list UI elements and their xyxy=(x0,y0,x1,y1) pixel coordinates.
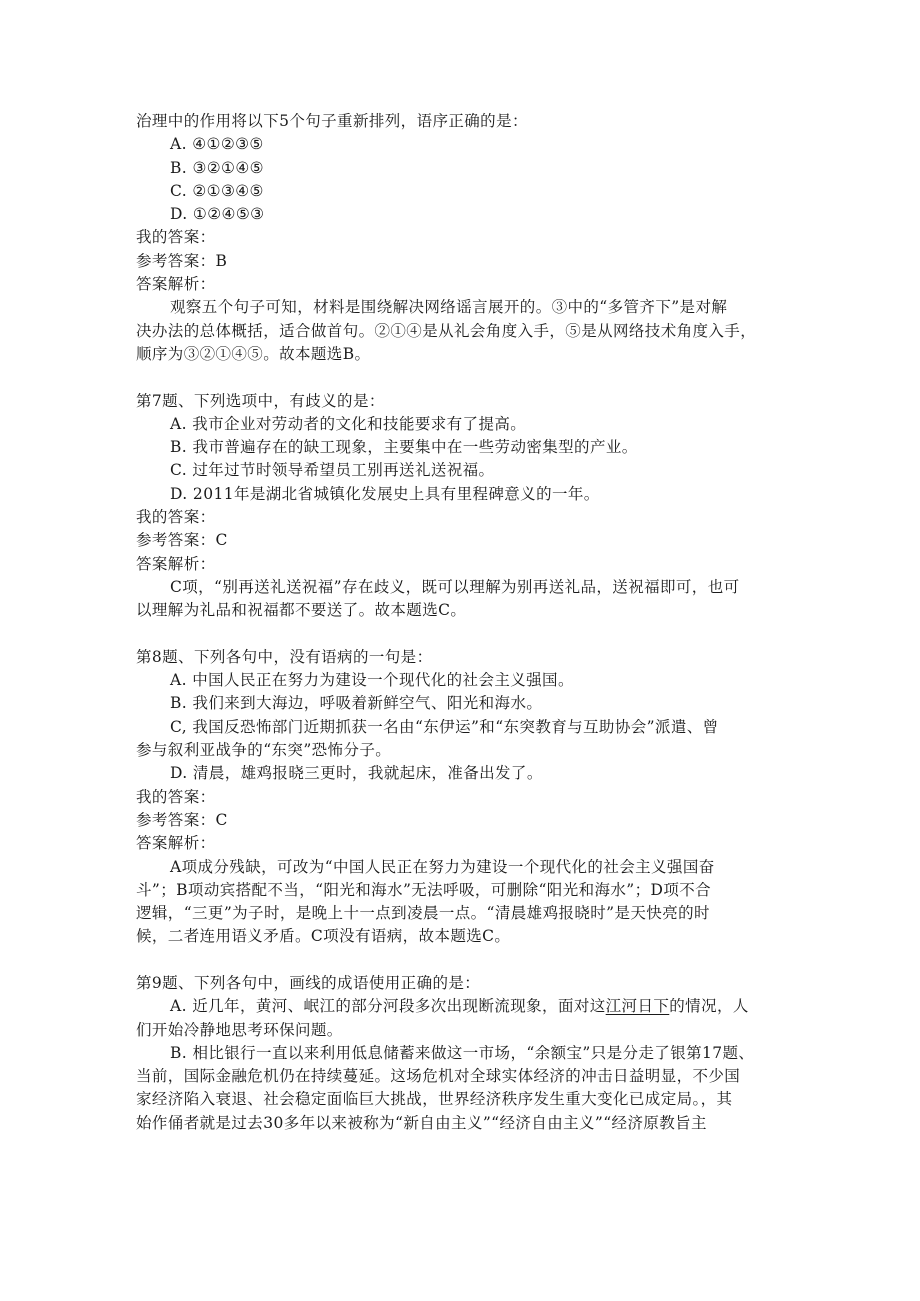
q6-analysis-line: 顺序为③②①④⑤。故本题选B。 xyxy=(136,344,371,363)
q6-reference-answer: 参考答案：B xyxy=(136,251,228,270)
q7-analysis-line: C项，“别再送礼送祝福”存在歧义，既可以理解为别再送礼品，送祝福即可，也可 xyxy=(170,577,740,596)
q6-my-answer: 我的答案： xyxy=(136,228,216,247)
q9-option-a-cont: 们开始冷静地思考环保问题。 xyxy=(136,1020,343,1039)
section-gap xyxy=(136,949,796,972)
q8-analysis-line: 候，二者连用语义矛盾。C项没有语病，故本题选C。 xyxy=(136,927,511,946)
q6-option-d: D. ①②④⑤③ xyxy=(170,205,265,224)
q9-option-a-text: A. 近几年，黄河、岷江的部分河段多次出现断流现象，面对这 xyxy=(170,997,606,1016)
q7-analysis-line: 以理解为礼品和祝福都不要送了。故本题选C。 xyxy=(136,601,467,620)
q9-option-b-cont: 始作俑者就是过去30多年以来被称为“新自由主义”“经济自由主义”“经济原教旨主 xyxy=(136,1113,707,1132)
q6-option-c: C. ②①③④⑤ xyxy=(170,181,264,200)
q6-option-a: A. ④①②③⑤ xyxy=(170,135,264,154)
q6-analysis-line: 观察五个句子可知，材料是围绕解决网络谣言展开的。③中的“多管齐下”是对解 xyxy=(170,298,728,317)
q8-option-b: B. 我们来到大海边，呼吸着新鲜空气、阳光和海水。 xyxy=(170,694,543,713)
q8-analysis-line: 斗”；B项动宾搭配不当，“阳光和海水”无法呼吸，可删除“阳光和海水”；D项不合 xyxy=(136,880,712,899)
q7-option-b: B. 我市普遍存在的缺工现象，主要集中在一些劳动密集型的产业。 xyxy=(170,438,638,457)
q8-analysis-line: 逻辑，“三更”为子时，是晚上十一点到凌晨一点。“清晨雄鸡报晓时”是天快亮的时 xyxy=(136,904,710,923)
q9-option-a-text-end: 的情况，人 xyxy=(669,997,749,1016)
document-body xyxy=(136,110,796,1135)
q7-option-a: A. 我市企业对劳动者的文化和技能要求有了提高。 xyxy=(170,414,527,433)
q6-analysis-label: 答案解析： xyxy=(136,275,216,294)
q8-option-c-cont: 参与叙利亚战争的“东突”恐怖分子。 xyxy=(136,741,392,760)
q6-stem-tail: 治理中的作用将以下5个句子重新排列，语序正确的是： xyxy=(136,112,528,130)
q8-option-d: D. 清晨，雄鸡报晓三更时，我就起床，准备出发了。 xyxy=(170,764,543,783)
q8-title: 第8题、下列各句中，没有语病的一句是： xyxy=(136,647,433,666)
q9-option-b-cont: 当前，国际金融危机仍在持续蔓延。这场危机对全球实体经济的冲击日益明显，不少国 xyxy=(136,1067,741,1086)
q6-option-b: B. ③②①④⑤ xyxy=(170,158,264,177)
q7-option-c: C. 过年过节时领导希望员工别再送礼送祝福。 xyxy=(170,461,495,480)
q9-title: 第9题、下列各句中，画线的成语使用正确的是： xyxy=(136,973,481,992)
q8-analysis-line: A项成分残缺，可改为“中国人民正在努力为建设一个现代化的社会主义强国奋 xyxy=(170,857,715,876)
q9-option-b: B. 相比银行一直以来利用低息储蓄来做这一市场，“余额宝”只是分走了银第17题、 xyxy=(170,1043,755,1062)
section-gap xyxy=(136,366,796,389)
underlined-idiom: 江河日下 xyxy=(605,997,670,1016)
q8-option-a: A. 中国人民正在努力为建设一个现代化的社会主义强国。 xyxy=(170,671,574,690)
q9-option-a xyxy=(136,995,796,1018)
q8-my-answer: 我的答案： xyxy=(136,787,216,806)
q7-option-d: D. 2011年是湖北省城镇化发展史上具有里程碑意义的一年。 xyxy=(170,484,600,503)
q7-my-answer: 我的答案： xyxy=(136,508,216,527)
q7-analysis-label: 答案解析： xyxy=(136,554,216,573)
section-gap xyxy=(136,623,796,646)
q8-option-c: C, 我国反恐怖部门近期抓获一名由“东伊运”和“东突教育与互助协会”派遣、曾 xyxy=(170,717,719,736)
q8-analysis-label: 答案解析： xyxy=(136,834,216,853)
q7-reference-answer: 参考答案：C xyxy=(136,531,228,550)
q6-analysis-line: 决办法的总体概括，适合做首句。②①④是从礼会角度入手，⑤是从网络技术角度入手， xyxy=(136,321,757,340)
q9-option-b-cont: 家经济陷入衰退、社会稳定面临巨大挑战，世界经济秩序发生重大变化已成定局。，其 xyxy=(136,1090,733,1109)
q7-title: 第7题、下列选项中，有歧义的是： xyxy=(136,391,385,410)
q8-reference-answer: 参考答案：C xyxy=(136,810,228,829)
